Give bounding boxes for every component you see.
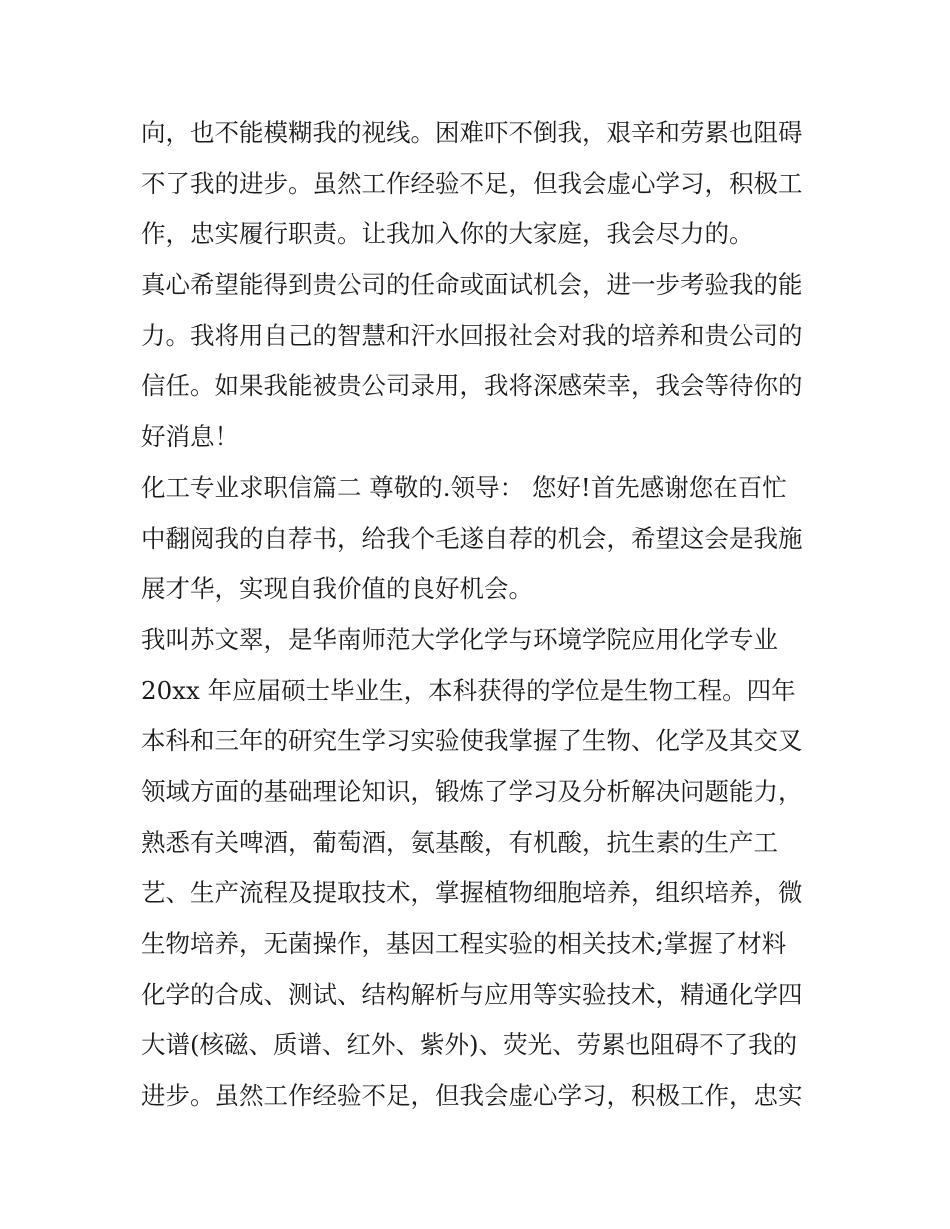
text-line: 中翻阅我的自荐书，给我个毛遂自荐的机会，希望这会是我施 bbox=[141, 523, 803, 553]
text-line: 熟悉有关啤酒，葡萄酒，氨基酸，有机酸，抗生素的生产工 bbox=[141, 827, 778, 857]
text-line: 好消息！ bbox=[141, 422, 239, 452]
text-line: 我叫苏文翠，是华南师范大学化学与环境学院应用化学专业 bbox=[141, 624, 778, 654]
text-line: 艺、生产流程及提取技术，掌握植物细胞培养，组织培养，微 bbox=[141, 878, 803, 908]
text-line: 向，也不能模糊我的视线。困难吓不倒我，艰辛和劳累也阻碍 bbox=[141, 118, 803, 147]
body-text bbox=[141, 108, 821, 1122]
text-line: 进步。虽然工作经验不足，但我会虚心学习，积极工作，忠实 bbox=[141, 1081, 803, 1111]
text-line: 生物培养，无菌操作，基因工程实验的相关技术;掌握了材料 bbox=[141, 929, 787, 958]
text-line: 大谱(核磁、质谱、红外、紫外)、荧光、劳累也阻碍不了我的 bbox=[141, 1030, 798, 1060]
text-line: 化工专业求职信篇二 尊敬的.领导： 您好!首先感谢您在百忙 bbox=[141, 472, 787, 502]
text-line: 领域方面的基础理论知识，锻炼了学习及分析解决问题能力， bbox=[141, 776, 803, 806]
text-line: 不了我的进步。虽然工作经验不足，但我会虚心学习，积极工 bbox=[141, 168, 803, 198]
text-line: 信任。如果我能被贵公司录用，我将深感荣幸，我会等待你的 bbox=[141, 371, 803, 401]
text-line: 化学的合成、测试、结构解析与应用等实验技术，精通化学四 bbox=[141, 979, 803, 1009]
text-line: 本科和三年的研究生学习实验使我掌握了生物、化学及其交叉 bbox=[141, 726, 803, 756]
text-line: 展才华，实现自我价值的良好机会。 bbox=[141, 574, 533, 604]
text-line: 真心希望能得到贵公司的任命或面试机会，进一步考验我的能 bbox=[141, 270, 803, 300]
text-line: 20xx 年应届硕士毕业生，本科获得的学位是生物工程。四年 bbox=[141, 675, 796, 705]
text-line: 作，忠实履行职责。让我加入你的大家庭，我会尽力的。 bbox=[141, 219, 754, 249]
text-line: 力。我将用自己的智慧和汗水回报社会对我的培养和贵公司的 bbox=[141, 320, 803, 350]
